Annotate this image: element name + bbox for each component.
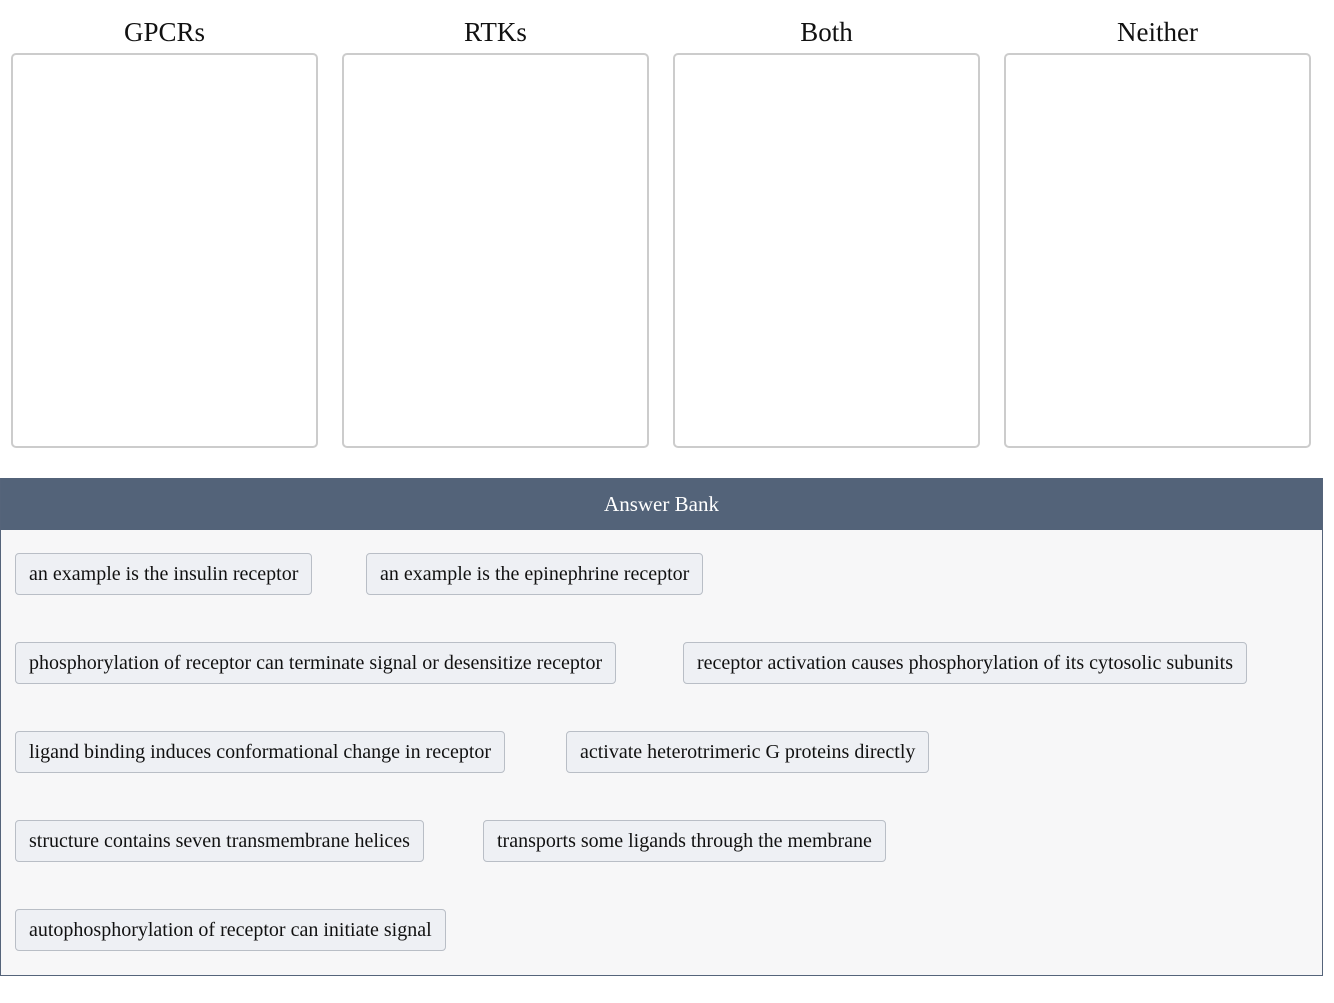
answer-chip-g-proteins[interactable]: activate heterotrimeric G proteins directly [566, 731, 929, 773]
answer-chip-autophosphorylation[interactable]: autophosphorylation of receptor can initiate signal [15, 909, 446, 951]
drop-zone-neither[interactable] [1004, 53, 1311, 448]
bin-title-gpcrs: GPCRs [123, 17, 206, 47]
answer-bank-title: Answer Bank [1, 478, 1322, 530]
bin-title-neither: Neither [1117, 17, 1198, 47]
answer-bank [0, 478, 1323, 976]
answer-chip-insulin-receptor[interactable]: an example is the insulin receptor [15, 553, 312, 595]
answer-chip-phosphorylation-terminate[interactable]: phosphorylation of receptor can terminate signal or desensitize receptor [15, 642, 616, 684]
bin-title-rtks: RTKs [464, 17, 527, 47]
answer-chip-transports-ligands[interactable]: transports some ligands through the membrane [483, 820, 886, 862]
bin-title-both: Both [800, 17, 853, 47]
drop-zone-rtks[interactable] [342, 53, 649, 448]
answer-chip-epinephrine-receptor[interactable]: an example is the epinephrine receptor [366, 553, 703, 595]
answer-chip-cytosolic-phosphorylation[interactable]: receptor activation causes phosphorylation of its cytosolic subunits [683, 642, 1247, 684]
drop-zone-both[interactable] [673, 53, 980, 448]
answer-chip-seven-helices[interactable]: structure contains seven transmembrane helices [15, 820, 424, 862]
answer-chip-conformational-change[interactable]: ligand binding induces conformational change in receptor [15, 731, 505, 773]
drop-zone-gpcrs[interactable] [11, 53, 318, 448]
category-bins [0, 0, 1334, 470]
